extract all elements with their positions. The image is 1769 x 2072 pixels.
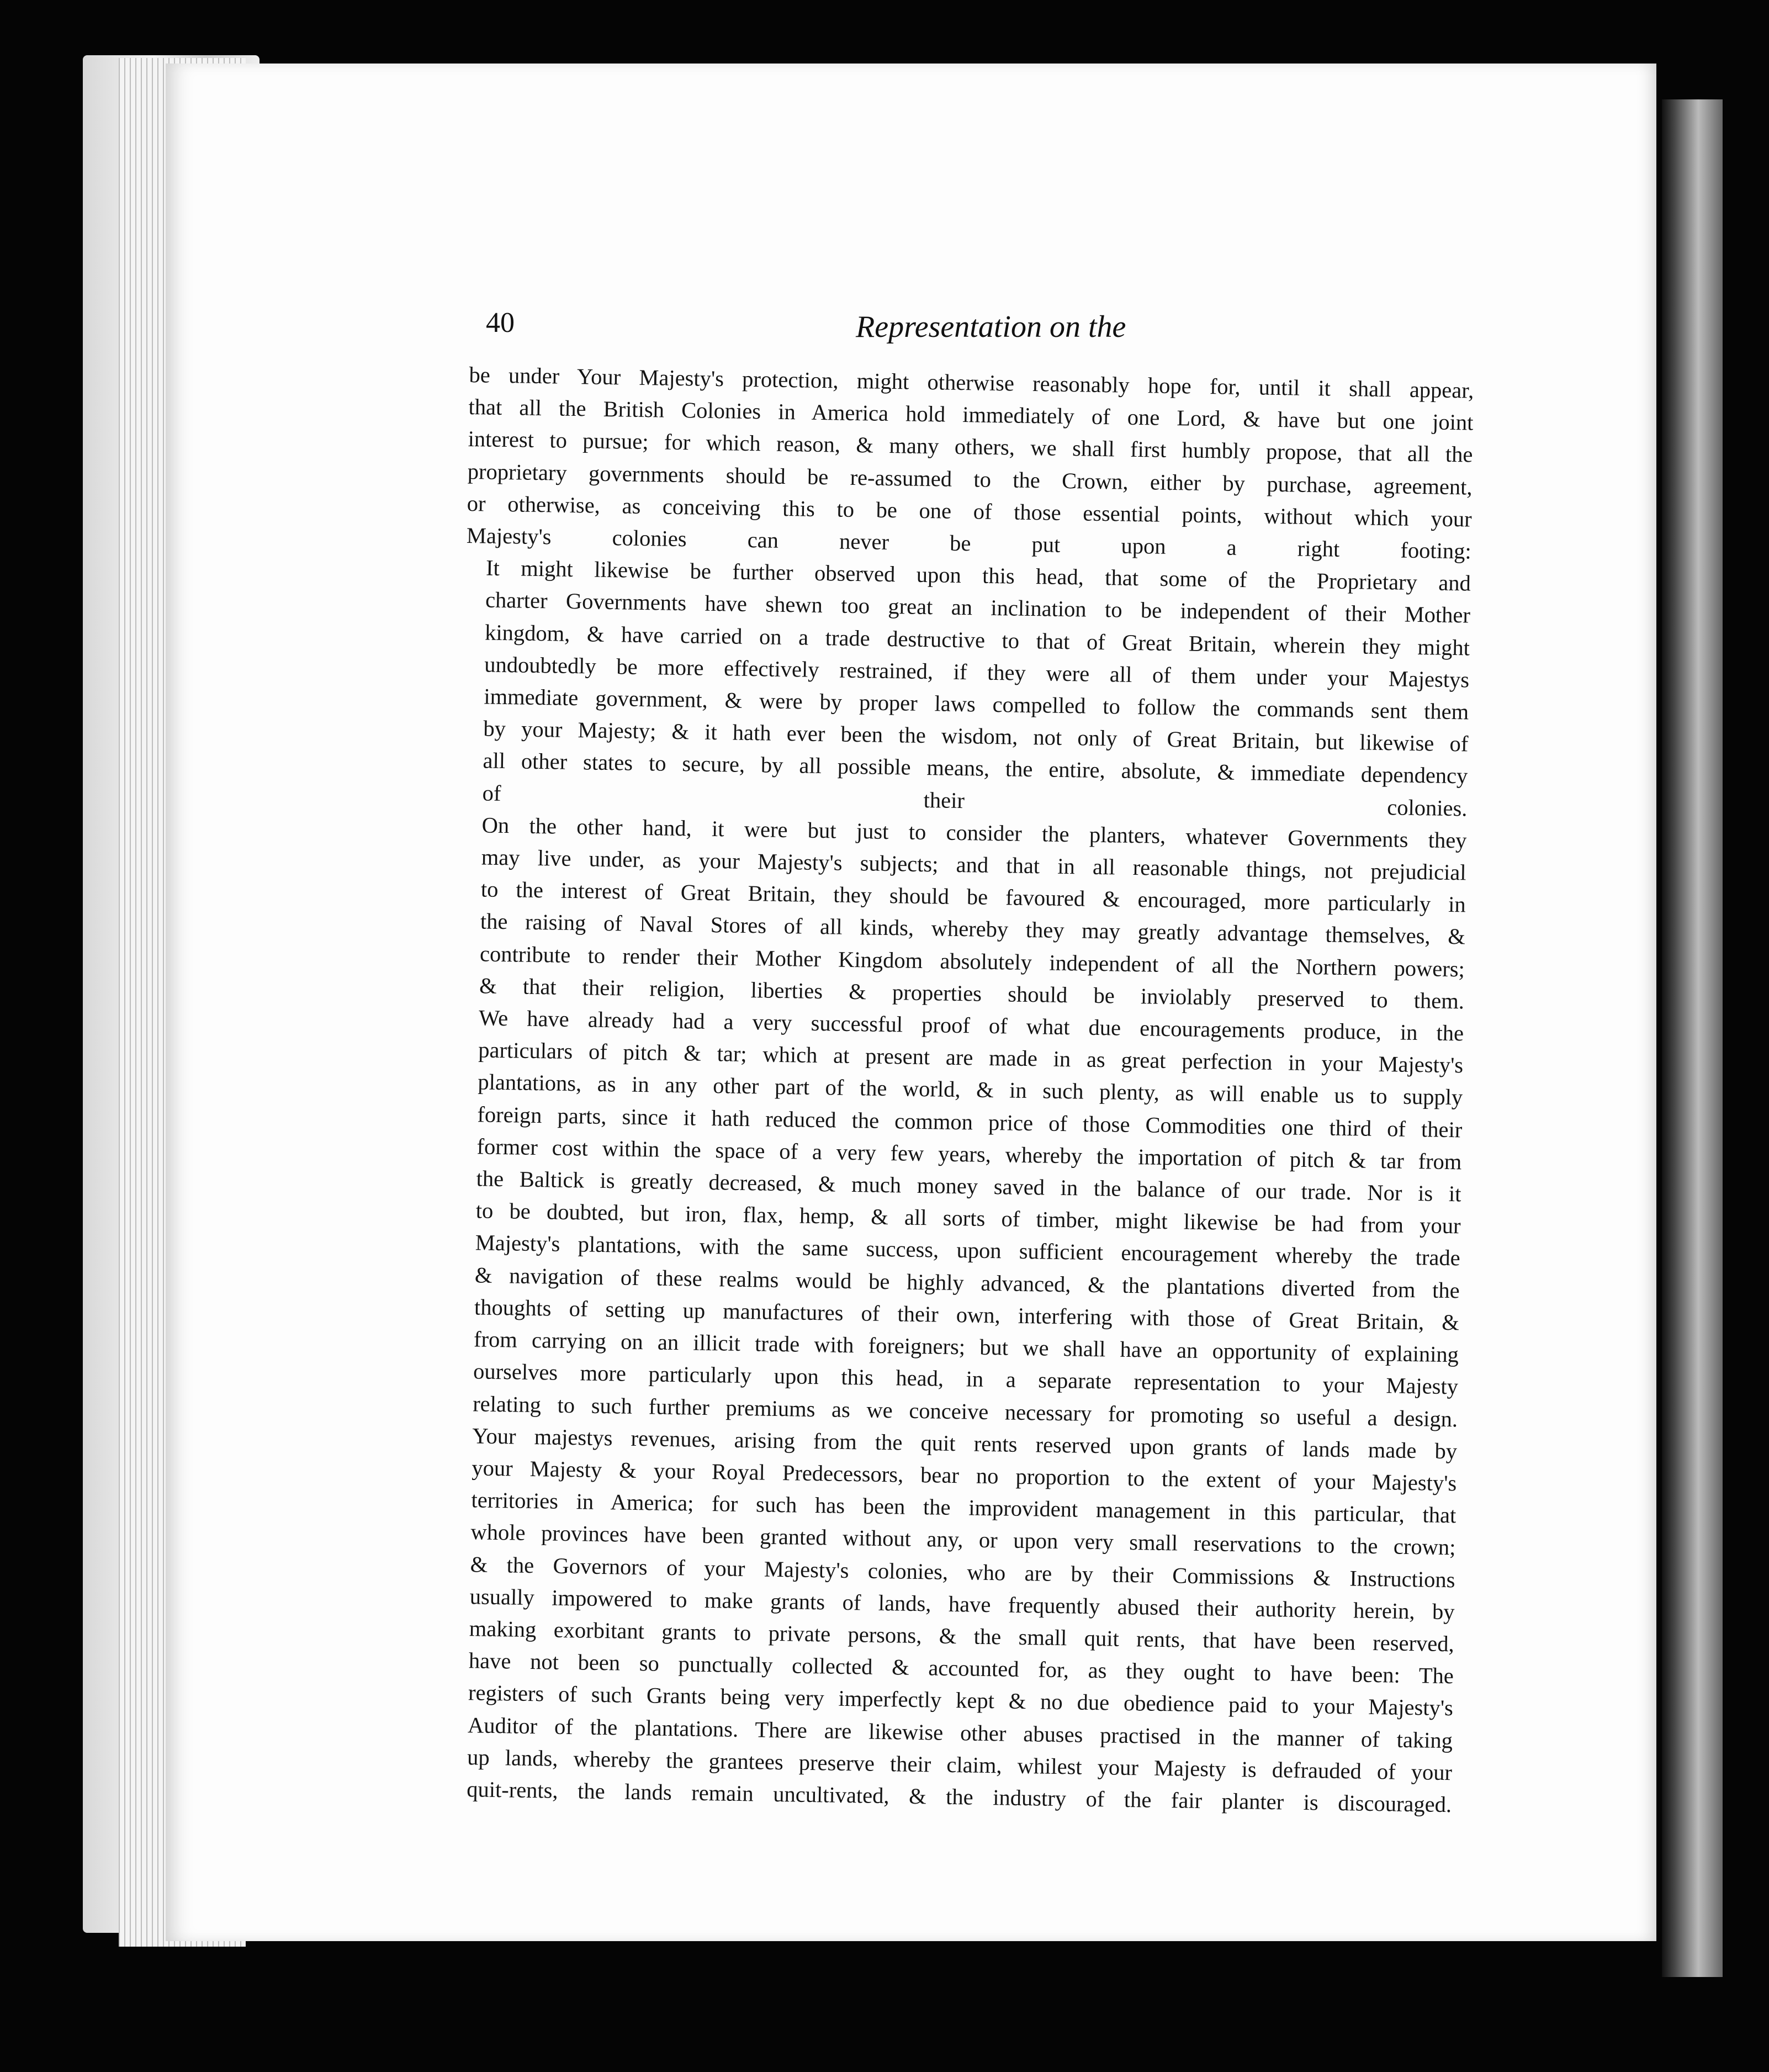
text-line: & the Governors of your Majesty's colonies, who are by their Commissions & Instructions	[470, 1551, 1455, 1592]
text-line: proprietary governments should be re-assumed to the Crown, either by purchase, agreement,	[467, 458, 1473, 500]
text-line: plantations, as in any other part of the world, & in such plenty, as will enable us to supply	[478, 1069, 1463, 1110]
text-line: immediate government, & were by proper laws compelled to follow the commands sent them	[484, 684, 1469, 725]
text-line: the raising of Naval Stores of all kinds, whereby they may greatly advantage themselves, &	[480, 908, 1466, 949]
text-line: or otherwise, as conceiving this to be one of those essential points, without which your	[467, 490, 1473, 532]
page-header	[486, 306, 1126, 356]
facing-page-edge	[1662, 99, 1723, 1977]
text-line: that all the British Colonies in America hold immediately of one Lord, & have but one joint	[468, 394, 1474, 435]
text-line: & navigation of these realms would be highly advanced, & the plantations diverted from the	[474, 1262, 1460, 1303]
text-line: On the other hand, it were but just to consider the planters, whatever Governments they	[481, 812, 1467, 853]
text-line: particulars of pitch & tar; which at present are made in as great perfection in your Majesty's	[478, 1037, 1464, 1078]
body-text	[447, 359, 1474, 1821]
paragraph	[462, 552, 1471, 824]
text-line: to the interest of Great Britain, they should be favoured & encouraged, more particularly in	[480, 876, 1466, 917]
page-number: 40	[486, 307, 515, 339]
text-line: & that their religion, liberties & properties should be inviolably preserved to them.	[479, 973, 1465, 1014]
text-line: kingdom, & have carried on a trade destructive to that of Great Britain, wherein they might	[484, 620, 1470, 660]
text-line: your Majesty & your Royal Predecessors, bear no proportion to the extent of your Majesty's	[472, 1455, 1457, 1496]
paragraph	[459, 809, 1467, 1018]
text-line: Auditor of the plantations. There are likewise other abuses practised in the manner of taking	[467, 1712, 1453, 1753]
text-line: usually impowered to make grants of lands, have frequently abused their authority herein, by	[469, 1584, 1455, 1625]
text-line: charter Governments have shewn too great an inclination to be independent of their Mother	[485, 587, 1471, 628]
text-line: undoubtedly be more effectively restrained, if they were all of them under your Majestys	[484, 652, 1470, 693]
text-line: registers of such Grants being very imperfectly kept & no due obedience paid to your Majesty's	[468, 1680, 1454, 1721]
paragraph	[447, 1419, 1458, 1821]
text-line: all other states to secure, by all possible means, the entire, absolute, & immediate dependency	[483, 748, 1468, 789]
text-line: relating to such further premiums as we conceive necessary for promoting so useful a design.	[472, 1391, 1458, 1431]
text-line: whole provinces have been granted without any, or upon very small reservations to the crown;	[470, 1519, 1456, 1560]
text-line: making exorbitant grants to private persons, & the small quit rents, that have been reserved,	[469, 1616, 1455, 1657]
paragraph	[467, 359, 1474, 568]
text-line: We have already had a very successful proof of what due encouragements produce, in the	[478, 1005, 1464, 1046]
paragraph	[453, 1002, 1464, 1435]
text-line: quit-rents, the lands remain uncultivated, & the industry of the fair planter is discouraged.	[466, 1777, 1452, 1817]
text-line: the Baltick is greatly decreased, & much money saved in the balance of our trade. Nor is it	[476, 1166, 1461, 1207]
text-line: have not been so punctually collected & accounted for, as they ought to have been: The	[468, 1648, 1454, 1689]
text-line: foreign parts, since it hath reduced the common price of those Commodities one third of their	[477, 1102, 1463, 1143]
text-line: interest to pursue; for which reason, & many others, we shall first humbly propose, that all the	[468, 426, 1473, 467]
text-line: territories in America; for such has been the improvident management in this particular, that	[471, 1487, 1456, 1528]
text-line: be under Your Majesty's protection, might otherwise reasonably hope for, until it shall appear,	[469, 362, 1474, 403]
text-line: of their colonies.	[482, 780, 1468, 821]
text-line: It might likewise be further observed upon this head, that some of the Proprietary and	[485, 555, 1471, 596]
text-line: by your Majesty; & it hath ever been the wisdom, not only of Great Britain, but likewise of	[483, 716, 1469, 757]
text-line: from carrying on an illicit trade with foreigners; but we shall have an opportunity of explaining	[473, 1326, 1459, 1367]
text-line: to be doubted, but iron, flax, hemp, & all sorts of timber, might likewise be had from your	[475, 1198, 1461, 1239]
running-title: Representation on the	[856, 310, 1126, 344]
text-line: up lands, whereby the grantees preserve their claim, whilest your Majesty is defrauded of your	[467, 1744, 1453, 1785]
text-line: contribute to render their Mother Kingdom absolutely independent of all the Northern powers;	[479, 941, 1465, 982]
text-line: may live under, as your Majesty's subjects; and that in all reasonable things, not prejudicial	[481, 844, 1466, 885]
text-line: ourselves more particularly upon this head, in a separate representation to your Majesty	[473, 1359, 1459, 1399]
text-line: Your majestys revenues, arising from the quit rents reserved upon grants of lands made by	[472, 1423, 1458, 1464]
text-line: Majesty's plantations, with the same success, upon sufficient encouragement whereby the trade	[475, 1230, 1460, 1271]
text-line: former cost within the space of a very few years, whereby the importation of pitch & tar from	[476, 1134, 1462, 1175]
text-line: Majesty's colonies can never be put upon a right footing:	[466, 522, 1472, 564]
text-line: thoughts of setting up manufactures of their own, interfering with those of Great Britain, &	[474, 1294, 1460, 1335]
